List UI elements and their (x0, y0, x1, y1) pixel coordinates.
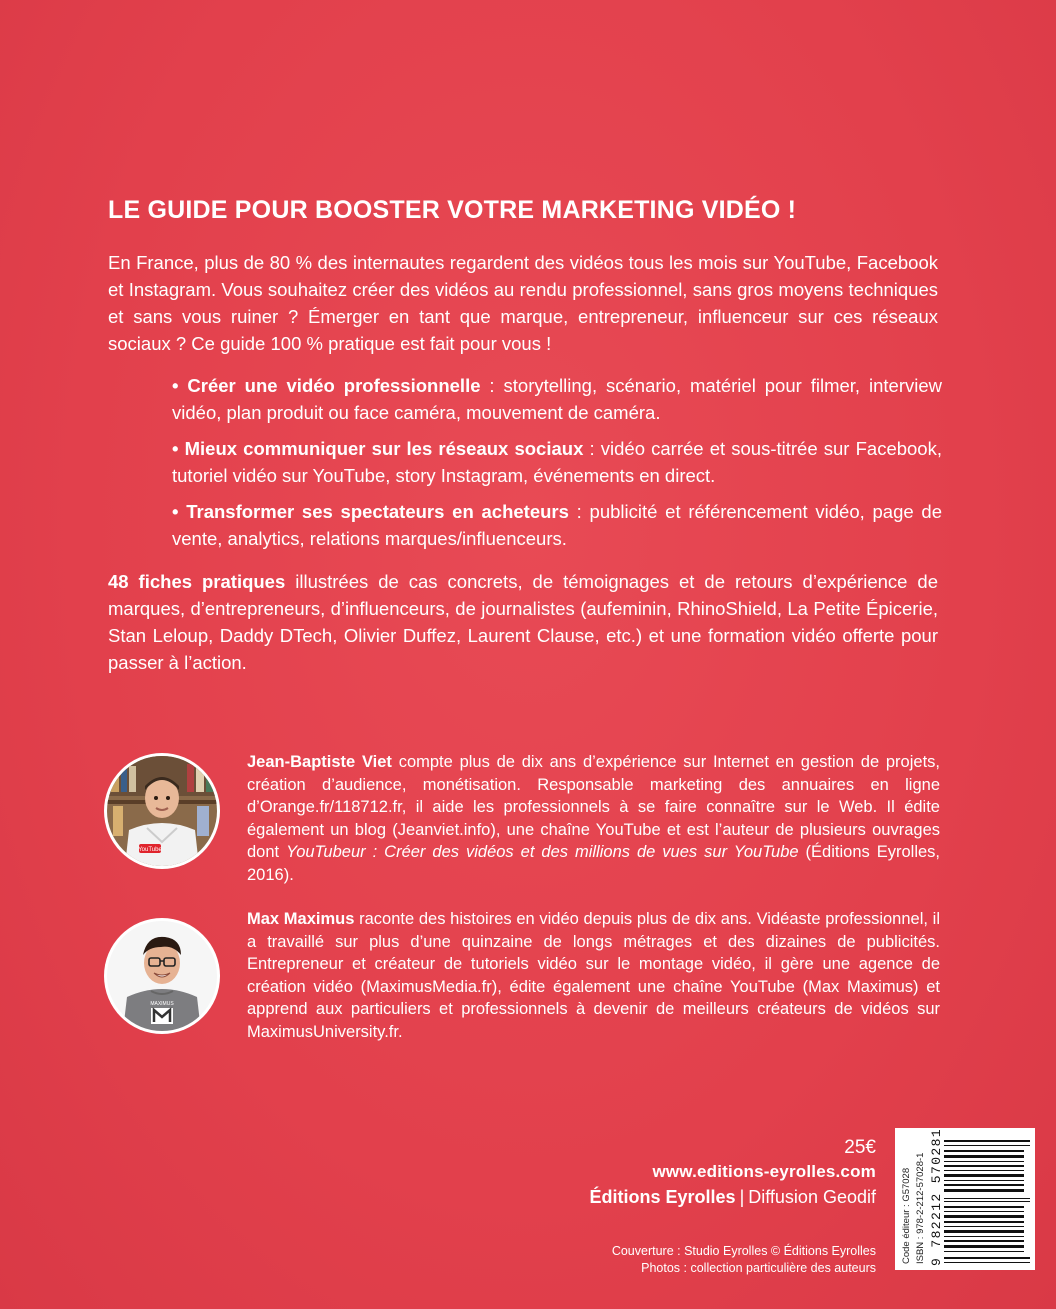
isbn-text: ISBN : 978-2-212-57028-1 (915, 1152, 926, 1264)
author-portrait-icon (107, 756, 217, 866)
publisher-name: Éditions Eyrolles (589, 1187, 736, 1207)
bullet-text: : storytelling, scénario, matériel pour filmer, interview vidéo, plan produit ou face caméra, mouvement de caméra. (172, 375, 942, 423)
bullet-list (172, 372, 942, 561)
bullet-title: • Transformer ses spectateurs en acheteurs (172, 501, 569, 522)
author-text-after: (Éditions Eyrolles, 2016). (247, 843, 941, 884)
code-editeur: Code éditeur : G57028 (901, 1167, 912, 1264)
barcode-digits: 9 782212 570281 (929, 1127, 944, 1266)
author-text: raconte des histoires en vidéo depuis plus de dix ans. Vidéaste professionnel, il a travaillé sur plus d’une quinzaine de longs métrages et des dizaines de publicités. Entrepreneur et créateur de tutoriels vidéo sur le montage vidéo, il gère une agence de création vidéo (MaximusMedia.fr), édite également une chaîne YouTube (Max Maximus) et apprend aux particuliers et professionnels à devenir de meilleurs créateurs de vidéos sur MaximusUniversity.fr. (247, 910, 940, 1041)
barcode-icon (944, 1136, 1030, 1266)
bullet-item (172, 435, 942, 489)
bullet-text: : publicité et référencement vidéo, page de vente, analytics, relations marques/influenceurs. (172, 501, 942, 549)
author-name: Jean-Baptiste Viet (247, 753, 392, 771)
cover-credit: Couverture : Studio Eyrolles © Éditions Eyrolles (611, 1244, 876, 1258)
distribution-name: Diffusion Geodif (748, 1187, 876, 1207)
bullet-item (172, 498, 942, 552)
author-photo-max (107, 921, 217, 1031)
author-portrait-icon (107, 921, 217, 1031)
fiches-text: illustrées de cas concrets, de témoignages et de retours d’expérience de marques, d’entrepreneurs, d’influenceurs, de journalistes (aufeminin, RhinoShield, La Petite Épicerie, Stan Leloup, Daddy DTech, Olivier Duffez, Laurent Clause, etc.) et une formation vidéo offerte pour passer à l’action. (108, 571, 938, 673)
author-bio-max (247, 908, 940, 1043)
author-name: Max Maximus (247, 910, 355, 928)
author-photo-jean-baptiste (107, 756, 217, 866)
intro-paragraph: En France, plus de 80 % des internautes regardent des vidéos tous les mois sur YouTube, Facebook et Instagram. Vous souhaitez créer des vidéos au rendu professionnel, sans gros moyens techniques et sans vous ruiner ? Émerger en tant que marque, entrepreneur, influenceur sur ces réseaux sociaux ? Ce guide 100 % pratique est fait pour vous ! (108, 252, 938, 354)
credits (520, 1243, 876, 1277)
photos-credit: Photos : collection particulière des auteurs (641, 1261, 876, 1275)
bullet-title: • Créer une vidéo professionnelle (172, 375, 481, 396)
fiches-bold: 48 fiches pratiques (108, 571, 286, 592)
price: 25€ (844, 1137, 876, 1158)
shirt-logo-text: MAXIMUS (150, 1001, 174, 1007)
author-text: compte plus de dix ans d’expérience sur Internet en gestion de projets, création d’audience, monétisation. Responsable marketing des annuaires en ligne d’Orange.fr/118712.fr, il aide les professionnels à se faire connaître sur le Web. Il édite également un blog (Jeanviet.info), une chaîne YouTube et est l’auteur de plusieurs ouvrages dont (247, 753, 940, 861)
publisher-line (560, 1187, 876, 1208)
author-book-title: YouTubeur : Créer des vidéos et des millions de vues sur YouTube (286, 843, 799, 861)
author-bio-jean-baptiste (247, 751, 940, 886)
shirt-logo-text: YouTube (138, 847, 162, 853)
bullet-text: : vidéo carrée et sous-titrée sur Facebook, tutoriel vidéo sur YouTube, story Instagram, événements en direct. (172, 438, 942, 486)
bullet-title: • Mieux communiquer sur les réseaux sociaux (172, 438, 584, 459)
headline: LE GUIDE POUR BOOSTER VOTRE MARKETING VIDÉO ! (108, 196, 797, 224)
publisher-website: www.editions-eyrolles.com (652, 1162, 876, 1181)
fiches-paragraph (108, 568, 938, 676)
bullet-item (172, 372, 942, 426)
publisher-separator: | (739, 1187, 745, 1207)
